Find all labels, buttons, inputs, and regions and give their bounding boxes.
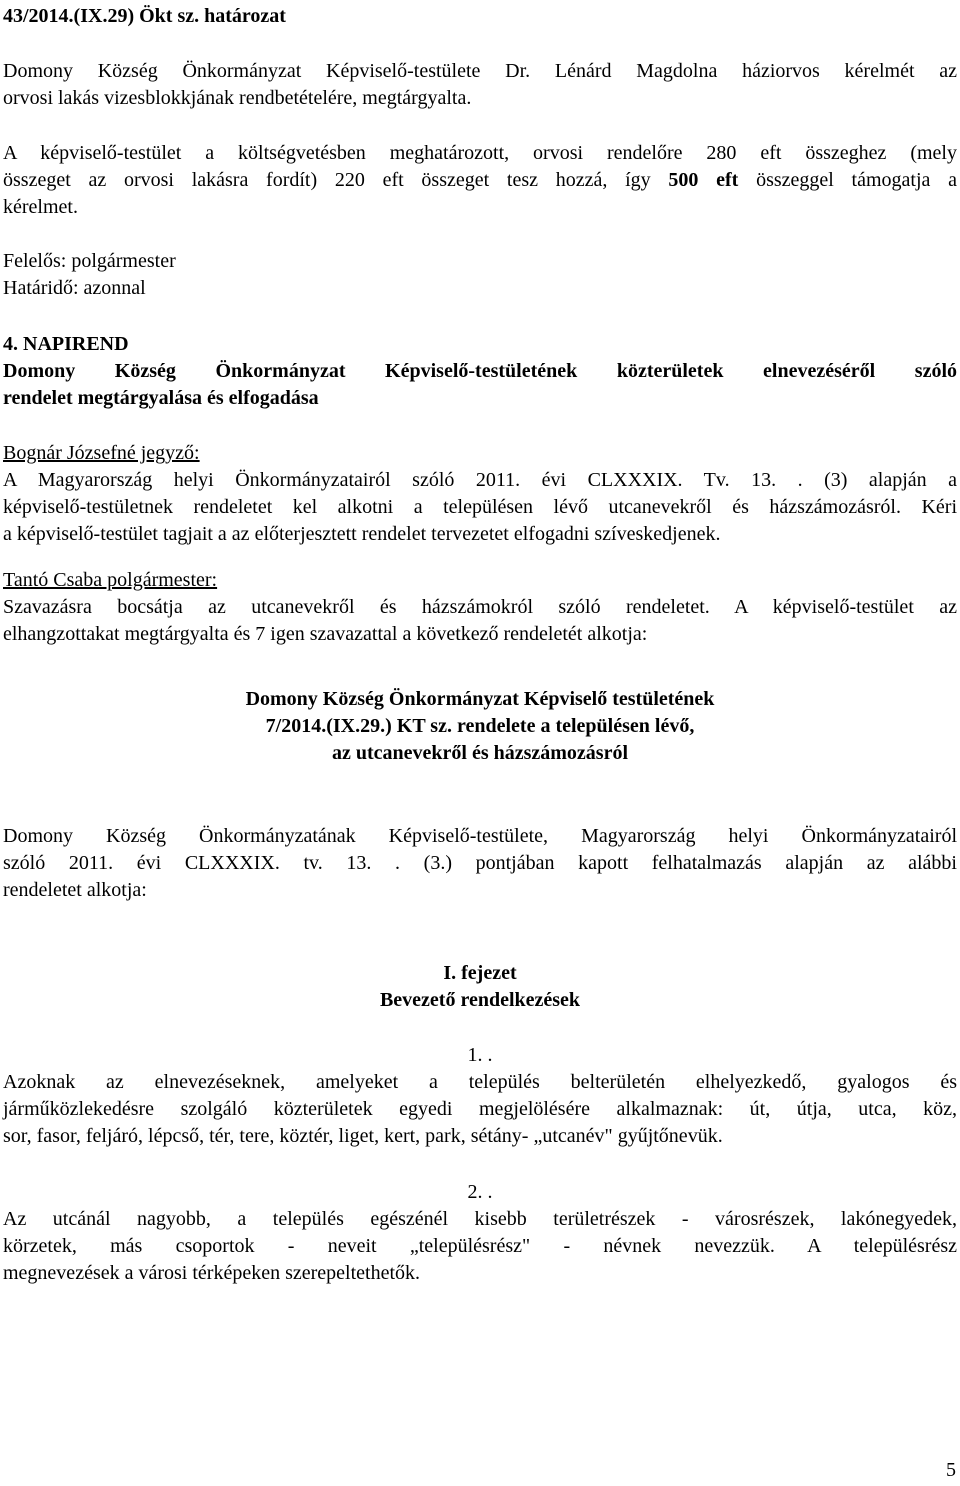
resolution-body-line: kérelmet.: [3, 196, 78, 218]
agenda-title-line: rendelet megtárgyalása és elfogadása: [3, 387, 319, 409]
responsible-label: Felelős: polgármester: [3, 250, 176, 272]
section-1-line: járműközlekedésre szolgáló közterületek egyedi megjelölésére alkalmaznak: út, útja, utca, köz,: [3, 1098, 957, 1120]
agenda-number: 4. NAPIREND: [3, 333, 129, 355]
agenda-block: [3, 331, 957, 412]
mayor-line: elhangzottakat megtárgyalta és 7 igen szavazattal a következő rendeletét alkotja:: [3, 623, 648, 645]
preamble-line: szóló 2011. évi CLXXXIX. tv. 13. . (3.) pontjában kapott felhatalmazás alapján az alábbi: [3, 852, 957, 874]
mayor-label: Tantó Csaba polgármester:: [3, 569, 218, 591]
mayor-block: [3, 567, 957, 648]
resolution-intro-line: Domony Község Önkormányzat Képviselő-testülete Dr. Lénárd Magdolna háziorvos kérelmét az: [3, 60, 957, 82]
section-2-line: megnevezések a városi térképeken szerepeltethetők.: [3, 1262, 421, 1284]
resolution-intro-line: orvosi lakás vizesblokkjának rendbetételére, megtárgyalta.: [3, 87, 472, 109]
notary-line: képviselő-testületnek rendeletet kel alkotni a településen lévő utcanevekről és házszámozásról. Kéri: [3, 496, 957, 518]
page-number: 5: [946, 1459, 956, 1481]
resolution-intro: [3, 58, 957, 112]
preamble-line: Domony Község Önkormányzatának Képviselő-testülete, Magyarország helyi Önkormányzatairól: [3, 825, 957, 847]
notary-block: [3, 440, 957, 548]
decree-title-line: Domony Község Önkormányzat Képviselő testületének: [245, 688, 715, 710]
chapter-number: I. fejezet: [443, 962, 517, 984]
decree-title-line: az utcanevekről és házszámozásról: [331, 742, 629, 764]
notary-line: A Magyarország helyi Önkormányzatairól szóló 2011. évi CLXXXIX. Tv. 13. . (3) alapján a: [3, 469, 957, 491]
chapter-title: Bevezető rendelkezések: [379, 989, 581, 1011]
resolution-meta: [3, 248, 957, 302]
resolution-body-line: [3, 167, 957, 194]
decree-title: [3, 686, 957, 767]
section-1-line: sor, fasor, feljáró, lépcső, tér, tere, köztér, liget, kert, park, sétány- „utcanév" gyűjtőnevük.: [3, 1125, 723, 1147]
resolution-body-text: összeggel támogatja a: [756, 169, 958, 191]
notary-line: a képviselő-testület tagjait a az előterjesztett rendelet tervezetet elfogadni szíveskedjenek.: [3, 523, 721, 545]
section-2-number: 2. .: [467, 1181, 493, 1203]
section-2-line: Az utcánál nagyobb, a település egészénél kisebb területrészek - városrészek, lakónegyedek,: [3, 1208, 957, 1230]
mayor-line: Szavazásra bocsátja az utcanevekről és házszámokról szóló rendeletet. A képviselő-testület az: [3, 596, 957, 618]
resolution-body: [3, 140, 957, 221]
section-1-text: [3, 1069, 957, 1150]
decree-preamble: [3, 823, 957, 904]
resolution-title: 43/2014.(IX.29) Ökt sz. határozat: [3, 5, 286, 27]
chapter-heading: [3, 960, 957, 1014]
deadline-label: Határidő: azonnal: [3, 277, 146, 299]
decree-title-line: 7/2014.(IX.29.) KT sz. rendelete a településen lévő,: [265, 715, 695, 737]
section-1-number: 1. .: [467, 1044, 493, 1066]
section-1-line: Azoknak az elnevezéseknek, amelyeket a település belterületén elhelyezkedő, gyalogos és: [3, 1071, 957, 1093]
section-2-line: körzetek, más csoportok - neveit „településrész" - névnek nevezzük. A településrész: [3, 1235, 957, 1257]
preamble-line: rendeletet alkotja:: [3, 879, 147, 901]
resolution-body-text: összeget az orvosi lakásra fordít) 220 eft összeget tesz hozzá, így: [3, 169, 651, 191]
section-2-text: [3, 1206, 957, 1287]
resolution-amount: 500 eft: [668, 169, 739, 191]
agenda-title-line: Domony Község Önkormányzat Képviselő-testületének közterületek elnevezéséről szóló: [3, 360, 957, 382]
notary-label: Bognár Józsefné jegyző:: [3, 442, 200, 464]
resolution-body-line: A képviselő-testület a költségvetésben meghatározott, orvosi rendelőre 280 eft összeghez (mely: [3, 142, 957, 164]
